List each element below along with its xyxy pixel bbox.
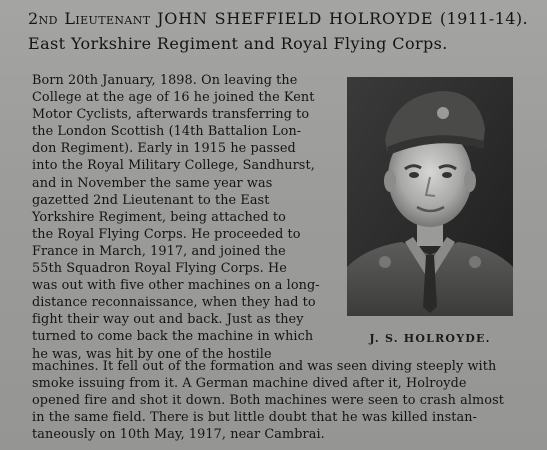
body-line: in the same field. There is but little doubt that he was killed instan- <box>32 410 477 426</box>
body-line: the Royal Flying Corps. He proceeded to <box>32 226 301 242</box>
body-line: the London Scottish (14th Battalion Lon- <box>32 124 302 140</box>
portrait-image <box>347 77 513 316</box>
body-line: France in March, 1917, and joined the <box>32 243 286 259</box>
body-line: he was, was hit by one of the hostile <box>32 346 272 362</box>
biography-column <box>32 72 324 363</box>
body-line: 55th Squadron Royal Flying Corps. He <box>32 261 287 277</box>
body-line: opened fire and shot it down. Both machines were seen to crash almost <box>32 393 504 409</box>
body-line: distance reconnaissance, when they had to <box>32 295 316 311</box>
biography-continuation <box>32 358 520 443</box>
heading-name: JOHN SHEFFIELD HOLROYDE <box>157 9 434 28</box>
heading-years: (1911-14). <box>439 9 528 28</box>
photo-caption: J. S. HOLROYDE. <box>369 332 491 345</box>
body-line: smoke issuing from it. A German machine dived after it, Holroyde <box>32 376 467 392</box>
heading-rank: 2nd Lieutenant <box>28 9 151 28</box>
body-line: Motor Cyclists, afterwards transferring to <box>32 107 310 123</box>
body-line: fight their way out and back. Just as they <box>32 312 304 328</box>
body-line: taneously on 10th May, 1917, near Cambrai. <box>32 427 325 443</box>
body-line: Born 20th January, 1898. On leaving the <box>32 73 298 88</box>
body-line: machines. It fell out of the formation and was seen diving steeply with <box>32 359 497 374</box>
body-line: turned to come back the machine in which <box>32 329 314 345</box>
body-line: and in November the same year was <box>32 175 273 191</box>
body-line: don Regiment). Early in 1915 he passed <box>32 141 296 157</box>
body-line: into the Royal Military College, Sandhurst, <box>32 158 315 174</box>
body-line: gazetted 2nd Lieutenant to the East <box>32 192 270 208</box>
body-line: was out with five other machines on a long- <box>32 278 320 294</box>
heading-units: East Yorkshire Regiment and Royal Flying Corps. <box>28 34 448 53</box>
portrait-photo <box>347 77 513 316</box>
page-heading <box>28 6 528 56</box>
body-line: College at the age of 16 he joined the Kent <box>32 90 315 106</box>
body-line: Yorkshire Regiment, being attached to <box>32 209 286 225</box>
